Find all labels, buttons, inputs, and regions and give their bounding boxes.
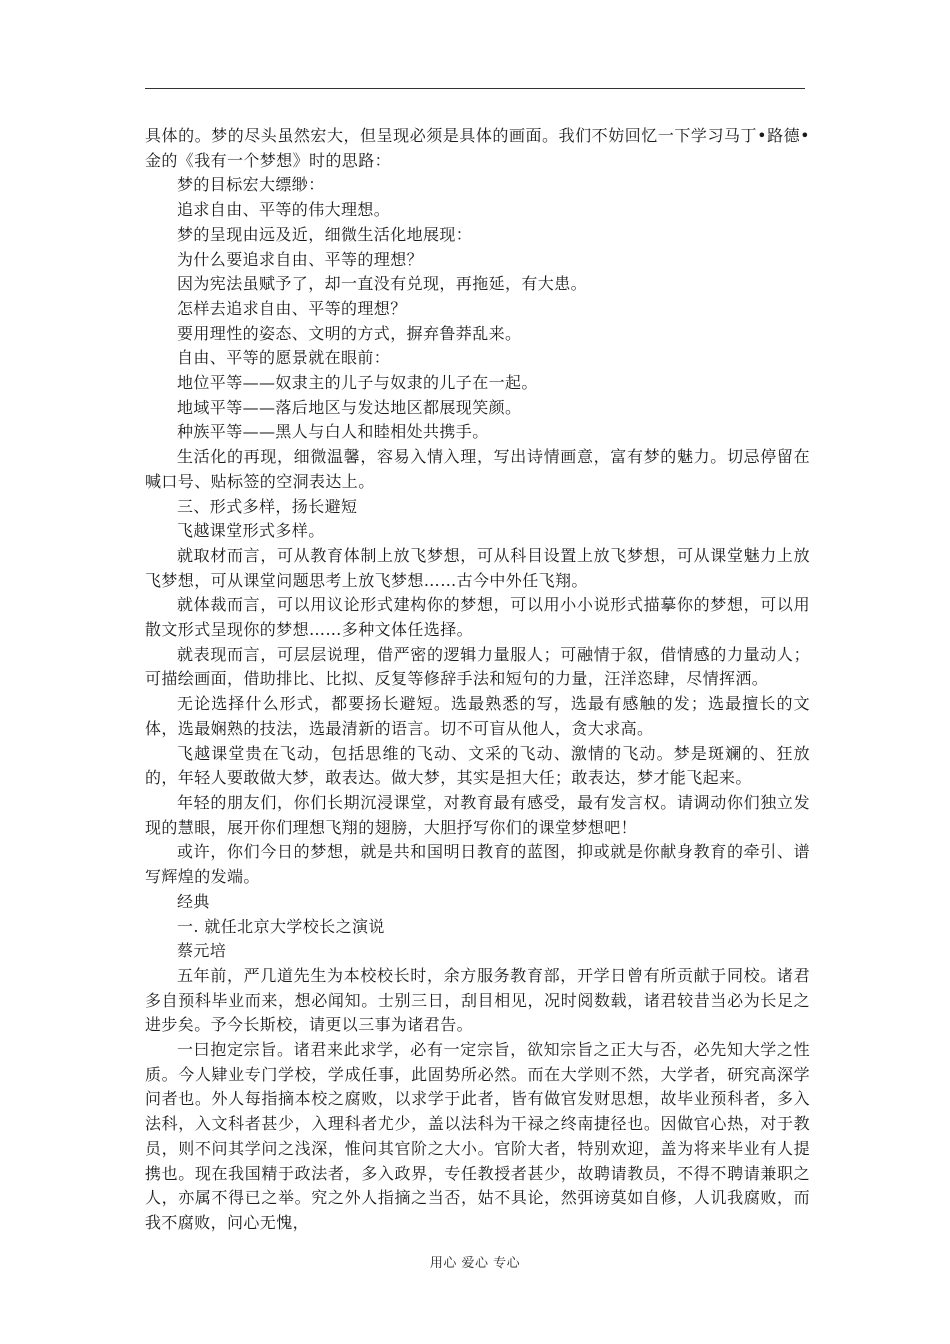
paragraph: 年轻的朋友们，你们长期沉浸课堂，对教育最有感受，最有发言权。请调动你们独立发现的慧眼，展开你们理想飞翔的翅膀，大胆抒写你们的课堂梦想吧！: [145, 792, 810, 837]
paragraph: 种族平等——黑人与白人和睦相处共携手。: [177, 422, 489, 442]
paragraph: 就体裁而言，可以用议论形式建构你的梦想，可以用小小说形式描摹你的梦想，可以用散文形式呈现你的梦想……多种文体任选择。: [145, 595, 810, 640]
paragraph: 梦的目标宏大缥缈：: [177, 175, 325, 195]
paragraph: 具体的。梦的尽头虽然宏大，但呈现必须是具体的画面。我们不妨回忆一下学习马丁•路德•金的《我有一个梦想》时的思路：: [145, 126, 810, 170]
paragraph: 自由、平等的愿景就在眼前：: [177, 348, 391, 368]
paragraph: 一. 就任北京大学校长之演说: [177, 916, 385, 936]
paragraph: 飞越课堂贵在飞动，包括思维的飞动、文采的飞动、激情的飞动。梦是斑斓的、狂放的，年轻人要敢做大梦，敢表达。做大梦，其实是担大任；敢表达，梦才能飞起来。: [145, 743, 810, 788]
paragraph: 怎样去追求自由、平等的理想？: [177, 298, 407, 318]
paragraph: 五年前，严几道先生为本校校长时，余方服务教育部，开学日曾有所贡献于同校。诸君多自预科毕业而来，想必闻知。士别三日，刮目相见，况时阅数载，诸君较昔当必为长足之进步矣。予今长斯校，请更以三事为诸君告。: [145, 965, 810, 1035]
paragraph: 地位平等——奴隶主的儿子与奴隶的儿子在一起。: [177, 373, 538, 393]
paragraph: 飞越课堂形式多样。: [177, 521, 325, 541]
paragraph: 三、形式多样，扬长避短: [177, 496, 358, 516]
paragraph: 为什么要追求自由、平等的理想？: [177, 249, 424, 269]
paragraph: 梦的呈现由远及近，细微生活化地展现：: [177, 224, 473, 244]
paragraph: 要用理性的姿态、文明的方式，摒弃鲁莽乱来。: [177, 323, 522, 343]
header-rule: [145, 88, 805, 89]
document-body: [145, 124, 810, 1236]
paragraph: 无论选择什么形式，都要扬长避短。选最熟悉的写，选最有感触的发；选最擅长的文体，选最娴熟的技法，选最清新的语言。切不可盲从他人，贪大求高。: [145, 694, 810, 738]
paragraph: 经典: [177, 891, 210, 911]
paragraph: 因为宪法虽赋予了，却一直没有兑现，再拖延，有大患。: [177, 274, 588, 294]
paragraph: 一曰抱定宗旨。诸君来此求学，必有一定宗旨，欲知宗旨之正大与否，必先知大学之性质。今人肄业专门学校，学成任事，此固势所必然。而在大学则不然，大学者，研究高深学问者也。外人每指摘本校之腐败，以求学于此者，皆有做官发财思想，故毕业预科者，多入法科，入文科者甚少，入理科者尤少，盖以法科为干禄之终南捷径也。因做官心热，对于教员，则不问其学问之浅深，惟问其官阶之大小。官阶大者，特别欢迎，盖为将来毕业有人提携也。现在我国精于政法者，多入政界，专任教授者甚少，故聘请教员，不得不聘请兼职之人，亦属不得已之举。究之外人指摘之当否，姑不具论，然弭谤莫如自修，人讥我腐败，而我不腐败，问心无愧，: [145, 1040, 810, 1232]
paragraph: 地域平等——落后地区与发达地区都展现笑颜。: [177, 397, 522, 417]
paragraph: 或许，你们今日的梦想，就是共和国明日教育的蓝图，抑或就是你献身教育的牵引、谱写辉煌的发端。: [145, 842, 810, 887]
paragraph: 生活化的再现，细微温馨，容易入情入理，写出诗情画意，富有梦的魅力。切忌停留在喊口号、贴标签的空洞表达上。: [145, 447, 810, 491]
page-footer: 用心 爱心 专心: [429, 1256, 521, 1271]
paragraph: 就取材而言，可从教育体制上放飞梦想，可从科目设置上放飞梦想，可从课堂魅力上放飞梦想，可从课堂问题思考上放飞梦想……古今中外任飞翔。: [145, 545, 810, 590]
paragraph: 追求自由、平等的伟大理想。: [177, 200, 391, 220]
paragraph: 蔡元培: [177, 941, 227, 961]
paragraph: 就表现而言，可层层说理，借严密的逻辑力量服人；可融情于叙，借情感的力量动人；可描绘画面，借助排比、比拟、反复等修辞手法和短句的力量，汪洋恣肆，尽情挥洒。: [145, 644, 810, 689]
